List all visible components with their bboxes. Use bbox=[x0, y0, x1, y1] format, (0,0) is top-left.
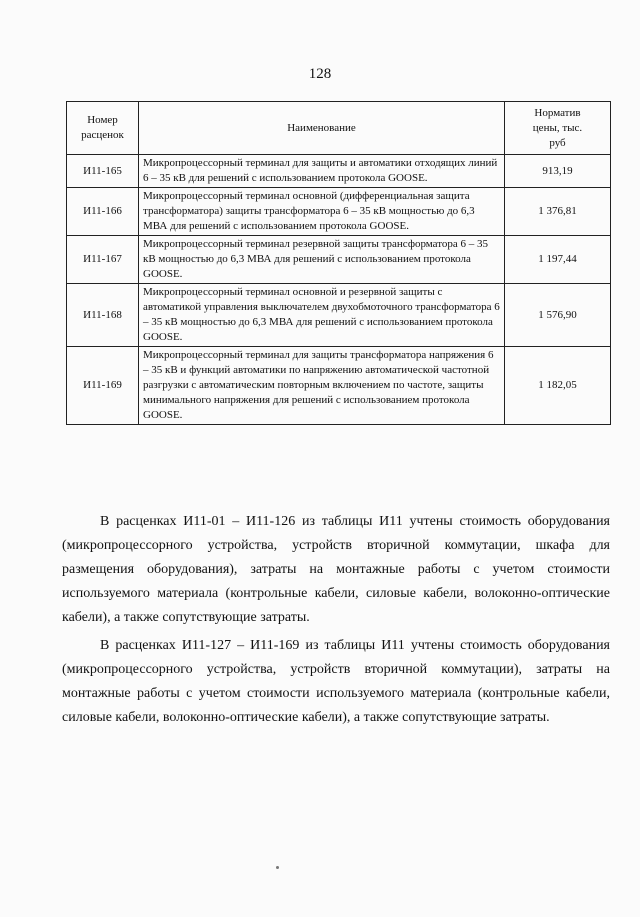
row-code: И11-166 bbox=[67, 188, 139, 236]
table-row bbox=[67, 155, 611, 188]
header-price: Норматив цены, тыс. руб bbox=[505, 102, 611, 155]
row-price: 1 182,05 bbox=[505, 347, 611, 425]
row-name: Микропроцессорный терминал основной и резервной защиты с автоматикой управления выключателем двухобмоточного трансформатора 6 – 35 кВ мощностью до 6,3 МВА для решений с использованием протокола GOOSE. bbox=[139, 284, 505, 347]
table-row bbox=[67, 188, 611, 236]
table-row bbox=[67, 284, 611, 347]
row-name: Микропроцессорный терминал для защиты трансформатора напряжения 6 – 35 кВ и функций автоматики по напряжению автоматической частотной разгрузки с автоматическим повторным включением по частоте, защиты минимального напряжения для решений с использованием протокола GOOSE. bbox=[139, 347, 505, 425]
rates-table bbox=[66, 101, 611, 425]
row-price: 1 197,44 bbox=[505, 236, 611, 284]
row-name: Микропроцессорный терминал резервной защиты трансформатора 6 – 35 кВ мощностью до 6,3 МВА для решений с использованием протокола GOOSE. bbox=[139, 236, 505, 284]
scan-dot-mark bbox=[276, 866, 279, 869]
row-code: И11-165 bbox=[67, 155, 139, 188]
row-code: И11-169 bbox=[67, 347, 139, 425]
page-number: 128 bbox=[308, 66, 332, 82]
table-row bbox=[67, 347, 611, 425]
row-name: Микропроцессорный терминал основной (дифференциальная защита трансформатора) защиты трансформатора 6 – 35 кВ мощностью до 6,3 МВА для решений с использованием протокола GOOSE. bbox=[139, 188, 505, 236]
header-name: Наименование bbox=[139, 102, 505, 155]
row-price: 913,19 bbox=[505, 155, 611, 188]
body-paragraph-1: В расценках И11-01 – И11-126 из таблицы И11 учтены стоимость оборудования (микропроцессорного устройства, устройств вторичной коммутации, шкафа для размещения оборудования), затраты на монтажные работы с учетом стоимости используемого материала (контрольные кабели, силовые кабели, волоконно-оптические кабели), а также сопутствующие затраты. bbox=[62, 514, 610, 625]
row-price: 1 576,90 bbox=[505, 284, 611, 347]
row-name: Микропроцессорный терминал для защиты и автоматики отходящих линий 6 – 35 кВ для решений с использованием протокола GOOSE. bbox=[139, 155, 505, 188]
body-paragraph-2: В расценках И11-127 – И11-169 из таблицы И11 учтены стоимость оборудования (микропроцессорного устройства, устройств вторичной коммутации), затраты на монтажные работы с учетом стоимости используемого материала (контрольные кабели, силовые кабели, волоконно-оптические кабели), а также сопутствующие затраты. bbox=[62, 638, 610, 725]
table-row bbox=[67, 236, 611, 284]
row-price: 1 376,81 bbox=[505, 188, 611, 236]
row-code: И11-168 bbox=[67, 284, 139, 347]
row-code: И11-167 bbox=[67, 236, 139, 284]
header-code: Номер расценок bbox=[67, 102, 139, 155]
table-header-row bbox=[67, 102, 611, 155]
